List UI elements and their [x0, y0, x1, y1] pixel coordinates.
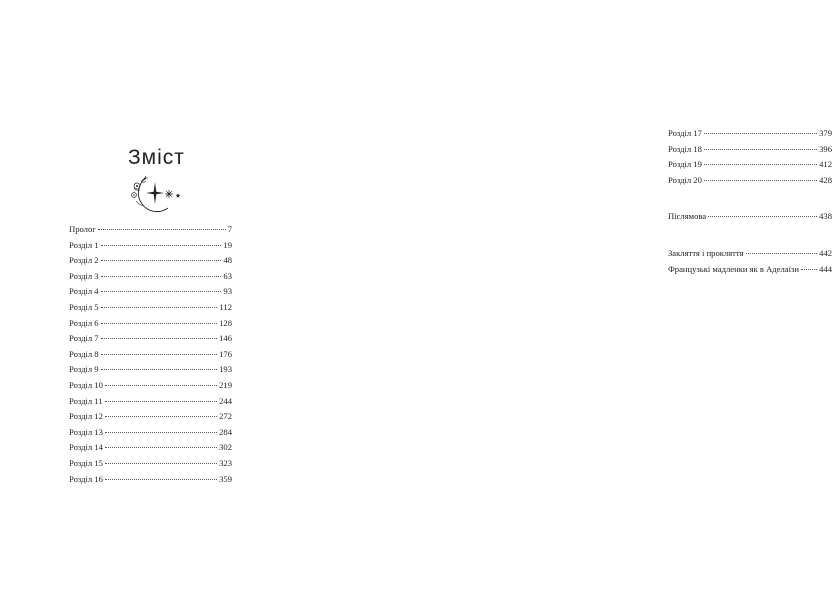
toc-entry-label: Розділ 3 [69, 270, 99, 281]
toc-entry-label: Розділ 19 [668, 159, 702, 170]
toc-entry[interactable] [668, 157, 832, 173]
toc-entry[interactable] [668, 209, 832, 225]
right-page [300, 0, 832, 600]
dot-leader [105, 463, 217, 464]
dot-leader [101, 245, 222, 246]
dot-leader [101, 354, 218, 355]
dot-leader [105, 432, 217, 433]
toc-entry[interactable] [668, 142, 832, 158]
dot-leader [105, 401, 218, 402]
toc-entry-label: Розділ 8 [69, 348, 99, 359]
toc-entry-label: Розділ 1 [69, 239, 99, 250]
toc-entry-label: Розділ 10 [69, 379, 103, 390]
toc-entry-label: Розділ 20 [668, 174, 702, 185]
spacer [668, 188, 832, 209]
dot-leader [98, 229, 226, 230]
left-page [0, 0, 300, 600]
toc-entry-page: 7 [227, 224, 232, 234]
toc-list-left [69, 222, 232, 487]
toc-entry[interactable] [69, 394, 232, 410]
dot-leader [101, 307, 218, 308]
toc-entry-label: Розділ 12 [69, 411, 103, 422]
toc-entry[interactable] [69, 409, 232, 425]
toc-entry-page: 379 [819, 128, 832, 138]
toc-entry-page: 93 [223, 286, 232, 297]
toc-entry[interactable] [69, 456, 232, 472]
toc-entry[interactable] [69, 238, 232, 254]
toc-entry-label: Закляття і прокляття [668, 247, 744, 258]
toc-entry-page: 302 [219, 442, 232, 453]
dot-leader [101, 276, 222, 277]
dot-leader [801, 269, 817, 270]
toc-entry-page: 396 [819, 143, 832, 154]
toc-entry-label: Розділ 14 [69, 442, 103, 453]
toc-entry[interactable] [69, 316, 232, 332]
toc-entry-page: 219 [219, 379, 232, 390]
dot-leader [708, 216, 817, 217]
toc-entry-page: 176 [219, 348, 232, 359]
toc-entry-page: 146 [219, 333, 232, 344]
dot-leader [105, 447, 217, 448]
toc-entry[interactable] [668, 173, 832, 189]
toc-entry[interactable] [69, 472, 232, 488]
toc-entry-label: Розділ 15 [69, 457, 103, 468]
toc-entry-label: Післямова [668, 211, 707, 222]
toc-entry-label: Розділ 17 [668, 128, 702, 138]
toc-entry-page: 442 [819, 247, 832, 258]
toc-entry[interactable] [69, 440, 232, 456]
dot-leader [101, 338, 218, 339]
toc-entry-label: Розділ 18 [668, 143, 702, 154]
dot-leader [746, 253, 818, 254]
dot-leader [704, 164, 817, 165]
toc-entry-page: 323 [219, 457, 232, 468]
toc-entry-label: Розділ 11 [69, 395, 103, 406]
toc-entry[interactable] [69, 331, 232, 347]
dot-leader [101, 260, 222, 261]
toc-entry-page: 63 [223, 270, 232, 281]
toc-entry-label: Розділ 9 [69, 364, 99, 375]
toc-entry-page: 19 [223, 239, 232, 250]
toc-entry-page: 112 [219, 301, 232, 312]
dot-leader [105, 416, 217, 417]
toc-title: Зміст [128, 146, 185, 169]
toc-entry-label: Розділ 2 [69, 255, 99, 266]
toc-entry-page: 128 [219, 317, 232, 328]
dot-leader [105, 479, 217, 480]
dot-leader [101, 291, 222, 292]
dot-leader [101, 369, 218, 370]
toc-entry-label: Пролог [69, 224, 96, 234]
dot-leader [105, 385, 217, 386]
toc-entry[interactable] [69, 222, 232, 238]
toc-entry[interactable] [69, 300, 232, 316]
toc-entry-label: Розділ 16 [69, 473, 103, 484]
toc-entry[interactable] [69, 269, 232, 285]
dot-leader [704, 133, 817, 134]
toc-entry[interactable] [668, 262, 832, 278]
toc-entry-label: Розділ 6 [69, 317, 99, 328]
toc-entry[interactable] [69, 378, 232, 394]
toc-entry-page: 438 [819, 211, 832, 222]
toc-entry[interactable] [69, 253, 232, 269]
dot-leader [704, 180, 817, 181]
dot-leader [704, 149, 817, 150]
toc-entry[interactable] [668, 246, 832, 262]
toc-entry-page: 48 [223, 255, 232, 266]
moon-star-ornament-icon [124, 168, 186, 218]
toc-entry-label: Розділ 7 [69, 333, 99, 344]
toc-entry-label: Розділ 4 [69, 286, 99, 297]
toc-entry-label: Французькі мадленки як в Аделаїзи [668, 263, 799, 274]
toc-entry-page: 444 [819, 263, 832, 274]
toc-entry-page: 428 [819, 174, 832, 185]
toc-entry-page: 193 [219, 364, 232, 375]
toc-list-right [668, 126, 832, 277]
toc-entry-page: 412 [819, 159, 832, 170]
toc-entry-page: 272 [219, 411, 232, 422]
toc-entry[interactable] [69, 347, 232, 363]
dot-leader [101, 323, 218, 324]
toc-entry[interactable] [69, 362, 232, 378]
toc-entry[interactable] [69, 425, 232, 441]
spacer [668, 225, 832, 246]
toc-entry[interactable] [668, 126, 832, 142]
toc-entry-page: 244 [219, 395, 232, 406]
toc-entry[interactable] [69, 284, 232, 300]
toc-entry-label: Розділ 5 [69, 301, 99, 312]
toc-entry-page: 284 [219, 426, 232, 437]
toc-entry-page: 359 [219, 473, 232, 484]
toc-entry-label: Розділ 13 [69, 426, 103, 437]
